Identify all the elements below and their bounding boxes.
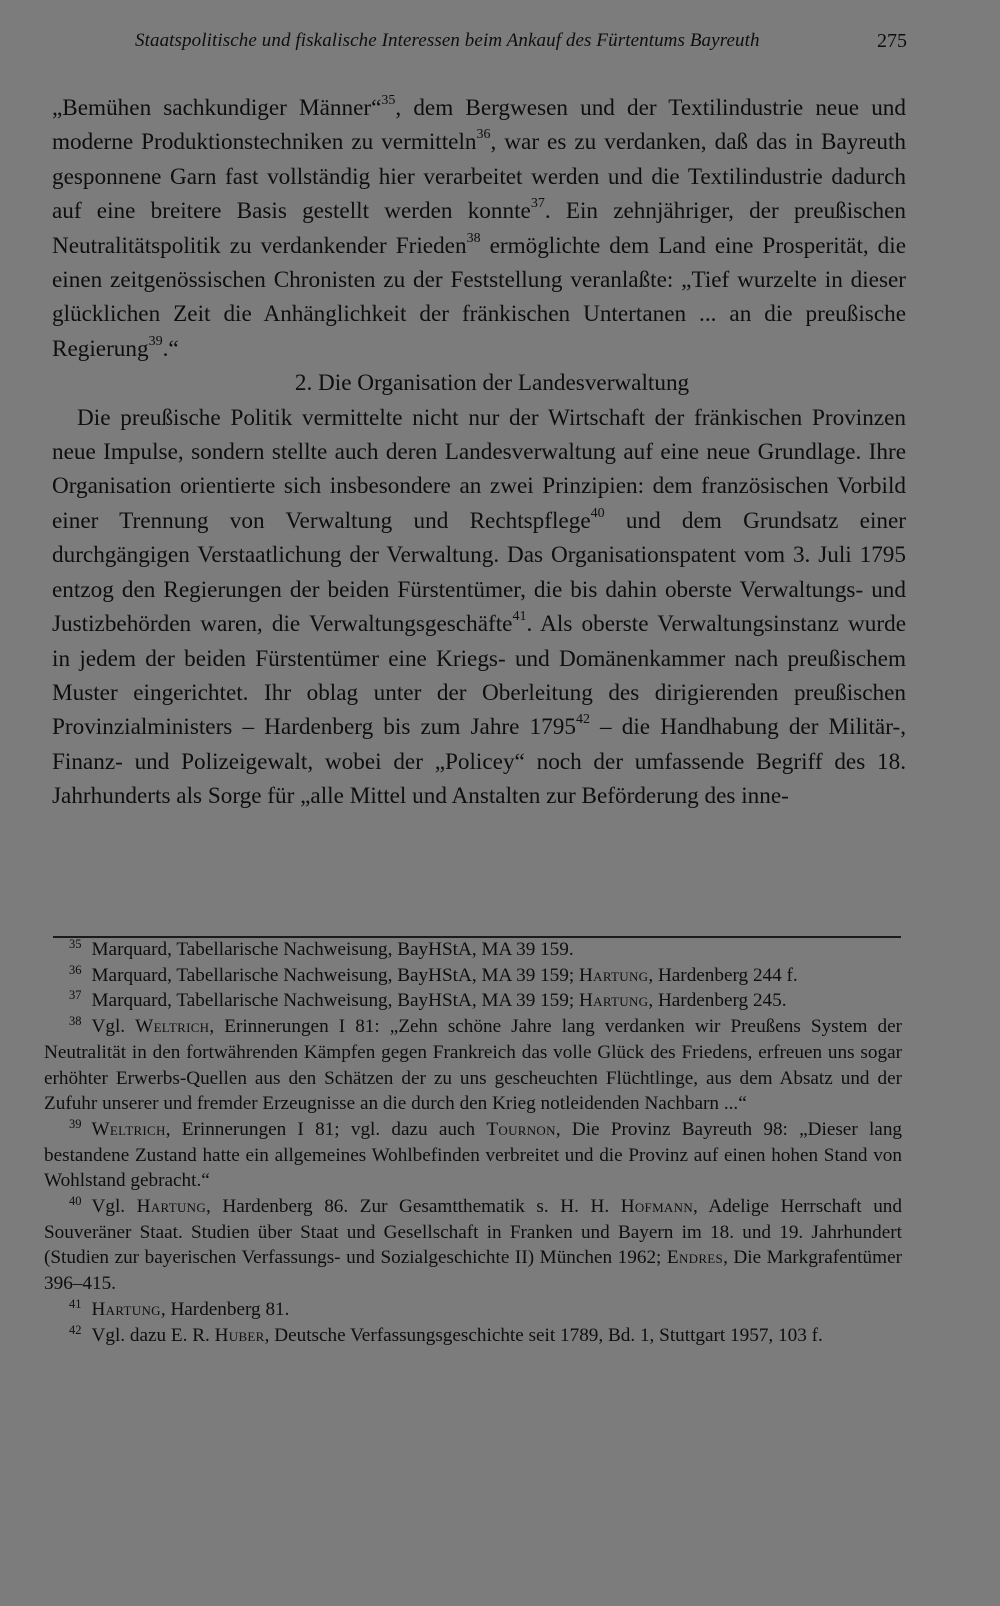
author-name: Hartung: [91, 1298, 161, 1320]
text-run: Die preußische Politik vermittelte nicht nur der Wirtschaft der fränkischen Provinzen neue Impulse, sondern stellte auch deren Landesverwaltung auf eine neue Grundlage. Ihre Organisation orientierte sich insbesondere an zwei Prinzipien: dem französischen Vorbild einer Trennung von Verwaltung und Rechtspflege: [52, 404, 906, 534]
footnote-text: , Erinnerungen I 81; vgl. dazu auch: [165, 1118, 487, 1140]
author-name: Endres: [666, 1247, 724, 1269]
footnote-number: 41: [69, 1296, 82, 1311]
author-name: Hartung: [579, 964, 649, 986]
footnote-text: , Die Provinz Bayreuth 98: „Dieser lang bestandene Zustand hatte ein allgemeines Wohlbefinden verbreitet und die Provinz auf einen hohen Stand von Wohlstand gebracht.“: [44, 1118, 903, 1192]
footnote-text: , Die Markgrafentümer 396–415.: [44, 1247, 902, 1295]
footnote-ref-36: 36: [476, 127, 491, 143]
text-run: „Bemühen sachkundiger Männer“: [52, 95, 382, 121]
text-run: und dem Grundsatz einer durchgängigen Verstaatlichung der Verwaltung. Das Organisationspatent vom 3. Juli 1795 entzog den Regierungen der beiden Fürstentümer, die bis dahin oberste Verwaltungs- und Justizbehörden waren, die Verwaltungsgeschäfte: [52, 507, 906, 638]
author-name: Tournon: [486, 1118, 556, 1140]
footnote-text: Vgl. dazu E. R.: [91, 1324, 215, 1346]
footnote-39: [44, 1117, 902, 1194]
author-name: Hartung: [579, 990, 649, 1012]
footnote-text: , Hardenberg 245.: [648, 990, 787, 1012]
text-run: .“: [162, 335, 179, 362]
footnote-text: , Deutsche Verfassungsgeschichte seit 1789, Bd. 1, Stuttgart 1957, 103 f.: [264, 1324, 823, 1346]
text-run: , dem Bergwesen und der Textilindustrie neue und moderne Produktionstechniken zu vermitteln: [52, 95, 906, 156]
footnote-number: 35: [69, 937, 82, 951]
paragraph-1: [52, 91, 906, 366]
running-title: Staatspolitische und fiskalische Interessen beim Ankauf des Fürtentums Bayreuth: [135, 30, 760, 51]
author-name: Weltrich: [91, 1118, 166, 1140]
main-text: [52, 91, 906, 814]
footnote-number: 39: [69, 1116, 82, 1131]
section-heading: 2. Die Organisation der Landesverwaltung: [294, 370, 690, 397]
footnote-42: [44, 1323, 902, 1349]
page-number: 275: [877, 30, 907, 52]
text-run: . Als oberste Verwaltungsinstanz wurde in jedem der beiden Fürstentümer eine Kriegs- und Domänenkammer nach preußischem Muster eingerichtet. Ihr oblag unter der Oberleitung des dirigierenden preußischen Provinzialministers – Hardenberg bis zum Jahre 1795: [52, 611, 906, 741]
footnote-36: [44, 963, 902, 989]
footnote-35: [44, 937, 902, 963]
footnote-ref-41: 41: [512, 609, 527, 625]
footnote-text: , Adelige Herrschaft und Souveräner Staat. Studien über Staat und Gesellschaft in Franken und Bayern im 18. und 19. Jahrhundert (Studien zur bayerischen Verfassungs- und Sozialgeschichte II) München 1962;: [44, 1196, 902, 1269]
footnote-ref-42: 42: [575, 712, 590, 728]
footnote-38: [44, 1014, 902, 1117]
author-name: Hartung: [136, 1196, 207, 1218]
footnote-ref-40: 40: [590, 505, 605, 521]
author-name: Hofmann: [620, 1196, 694, 1218]
footnote-text: , Hardenberg 86. Zur Gesamtthematik s. H. H.: [206, 1196, 621, 1218]
footnote-text: Vgl.: [91, 1196, 137, 1218]
page-header: [135, 30, 907, 60]
footnote-text: , Erinnerungen I 81: „Zehn schöne Jahre lang verdanken wir Preußens System der Neutralität in den fortwährenden Kämpfen gegen Frankreich das volle Glück des Friedens, erfreuen uns sogar erhöhter Erwerbs-Quellen aus den Schätzen der zu uns gescheuchten Flüchtlinge, aus dem Absatz und der Zufuhr unserer und fremder Erzeugnisse an die durch den Krieg notleidenden Nachbarn ...“: [44, 1016, 902, 1115]
footnotes: [44, 937, 902, 1348]
footnote-ref-39: 39: [148, 333, 163, 349]
footnote-number: 36: [69, 962, 82, 977]
footnote-text: , Hardenberg 244 f.: [648, 964, 798, 986]
text-run: , war es zu verdanken, daß das in Bayreuth gesponnene Garn fast vollständig hier verarbeitet werden und die Textilindustrie dadurch auf eine breitere Basis gestellt werden konnte: [52, 129, 906, 225]
footnote-number: 37: [69, 988, 82, 1003]
paragraph-2: [52, 401, 906, 814]
footnote-ref-37: 37: [530, 196, 545, 212]
footnote-text: Marquard, Tabellarische Nachweisung, BayHStA, MA 39 159;: [91, 990, 579, 1012]
footnote-ref-35: 35: [381, 93, 396, 108]
footnote-number: 42: [69, 1322, 82, 1337]
footnote-text: Vgl.: [91, 1016, 136, 1038]
text-run: ermöglichte dem Land eine Prosperität, die einen zeitgenössischen Chronisten zu der Feststellung veranlaßte: „Tief wurzelte in dieser glücklichen Zeit die Anhänglichkeit der fränkischen Untertanen ... an die preußische Regierung: [52, 232, 906, 362]
text-run: . Ein zehnjähriger, der preußischen Neutralitätspolitik zu verdankender Frieden: [52, 198, 906, 259]
footnote-text: , Hardenberg 81.: [160, 1298, 290, 1320]
footnote-ref-38: 38: [466, 230, 481, 246]
footnote-number: 38: [69, 1014, 82, 1029]
author-name: Weltrich: [135, 1016, 210, 1038]
text-run: – die Handhabung der Militär-, Finanz- und Polizeigewalt, wobei der „Policey“ noch der umfassende Begriff des 18. Jahrhunderts als Sorge für „alle Mittel und Anstalten zur Beförderung des inne-: [52, 714, 907, 810]
author-name: Huber: [214, 1324, 265, 1346]
footnote-37: [44, 988, 902, 1014]
footnote-number: 40: [69, 1194, 82, 1209]
footnote-41: [44, 1297, 902, 1323]
footnote-text: Marquard, Tabellarische Nachweisung, BayHStA, MA 39 159.: [91, 939, 574, 960]
footnote-text: Marquard, Tabellarische Nachweisung, BayHStA, MA 39 159;: [91, 964, 579, 986]
footnote-40: [44, 1194, 902, 1297]
